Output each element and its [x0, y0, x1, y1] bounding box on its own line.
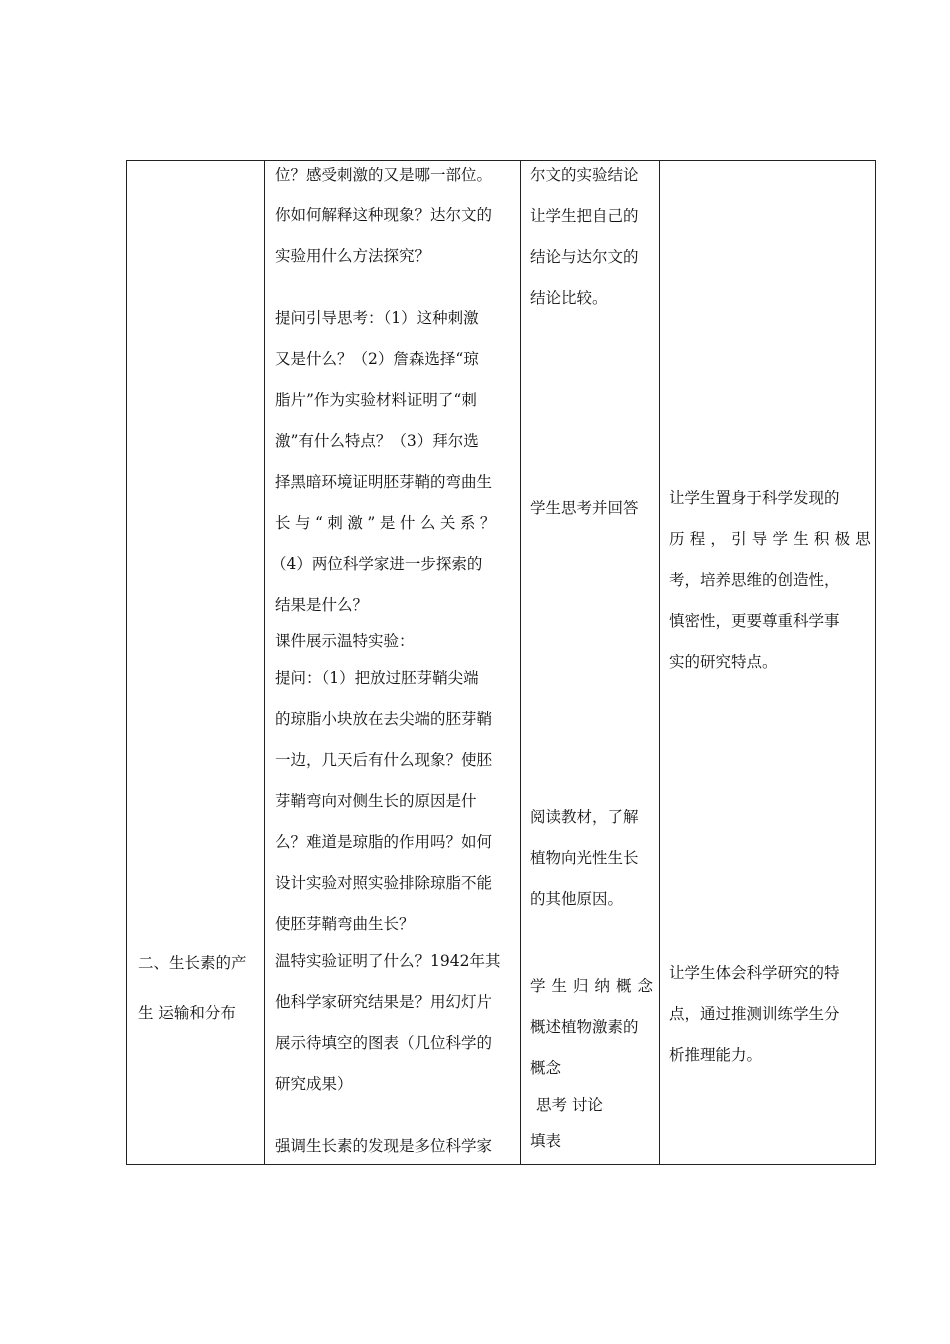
text-line: 么？难道是琼脂的作用吗？如何	[275, 833, 493, 851]
text-line: 填表	[530, 1132, 562, 1150]
text-line: 学生归纳概念	[530, 977, 660, 995]
section-title-line: 二、生长素的产	[138, 954, 247, 972]
text-line: 让学生把自己的	[530, 207, 639, 225]
text-line: 又是什么？（2）詹森选择“琼	[275, 350, 479, 368]
text-line: 析推理能力。	[669, 1046, 763, 1064]
text-line: （4）两位科学家进一步探索的	[271, 555, 483, 573]
text-line: 概述植物激素的	[530, 1018, 639, 1036]
text-line: 芽鞘弯向对侧生长的原因是什	[275, 792, 477, 810]
text-line: 尔文的实验结论	[530, 166, 639, 184]
text-line: 结论比较。	[530, 289, 608, 307]
text-line: 让学生体会科学研究的特	[669, 964, 840, 982]
text-line: 历程，引导学生积极思	[669, 530, 877, 548]
text-line: 一边，几天后有什么现象？使胚	[275, 751, 493, 769]
text-line: 温特实验证明了什么？1942年其	[275, 952, 501, 970]
text-line: 慎密性，更要尊重科学事	[669, 612, 840, 630]
text-line: 提问：（1）把放过胚芽鞘尖端	[275, 669, 479, 687]
design-intent-cell	[660, 161, 877, 1164]
text-line: 思考 讨论	[536, 1096, 603, 1114]
text-line: 长与“刺激”是什么关系？	[275, 514, 500, 532]
text-line: 植物向光性生长	[530, 849, 639, 867]
text-line: 实验用什么方法探究？	[275, 247, 431, 265]
text-line: 研究成果）	[275, 1075, 353, 1093]
section-cell	[127, 161, 264, 1164]
text-line: 课件展示温特实验：	[275, 632, 415, 650]
text-line: 位？感受刺激的又是哪一部位。	[275, 166, 493, 184]
text-line: 概念	[530, 1059, 562, 1077]
text-line: 学生思考并回答	[530, 499, 639, 517]
text-line: 择黑暗环境证明胚芽鞘的弯曲生	[275, 473, 493, 491]
text-line: 让学生置身于科学发现的	[669, 489, 840, 507]
text-line: 结论与达尔文的	[530, 248, 639, 266]
text-line: 展示待填空的图表（几位科学的	[275, 1034, 493, 1052]
text-line: 脂片”作为实验材料证明了“刺	[275, 391, 477, 409]
lesson-plan-table	[126, 160, 876, 1165]
student-activity-cell	[521, 161, 659, 1164]
text-line: 结果是什么？	[275, 596, 369, 614]
text-line: 考，培养思维的创造性，	[669, 571, 840, 589]
section-title-line: 生 运输和分布	[138, 1004, 236, 1022]
text-line: 你如何解释这种现象？达尔文的	[275, 206, 493, 224]
text-line: 他科学家研究结果是？用幻灯片	[275, 993, 493, 1011]
text-line: 的琼脂小块放在去尖端的胚芽鞘	[275, 710, 493, 728]
text-line: 实的研究特点。	[669, 653, 778, 671]
text-line: 阅读教材，了解	[530, 808, 639, 826]
text-line: 设计实验对照实验排除琼脂不能	[275, 874, 493, 892]
teacher-activity-cell	[265, 161, 520, 1164]
text-line: 的其他原因。	[530, 890, 624, 908]
text-line: 点，通过推测训练学生分	[669, 1005, 840, 1023]
text-line: 激”有什么特点？（3）拜尔选	[275, 432, 479, 450]
text-line: 提问引导思考：（1）这种刺激	[275, 309, 479, 327]
text-line: 强调生长素的发现是多位科学家	[275, 1137, 493, 1155]
text-line: 使胚芽鞘弯曲生长？	[275, 915, 415, 933]
